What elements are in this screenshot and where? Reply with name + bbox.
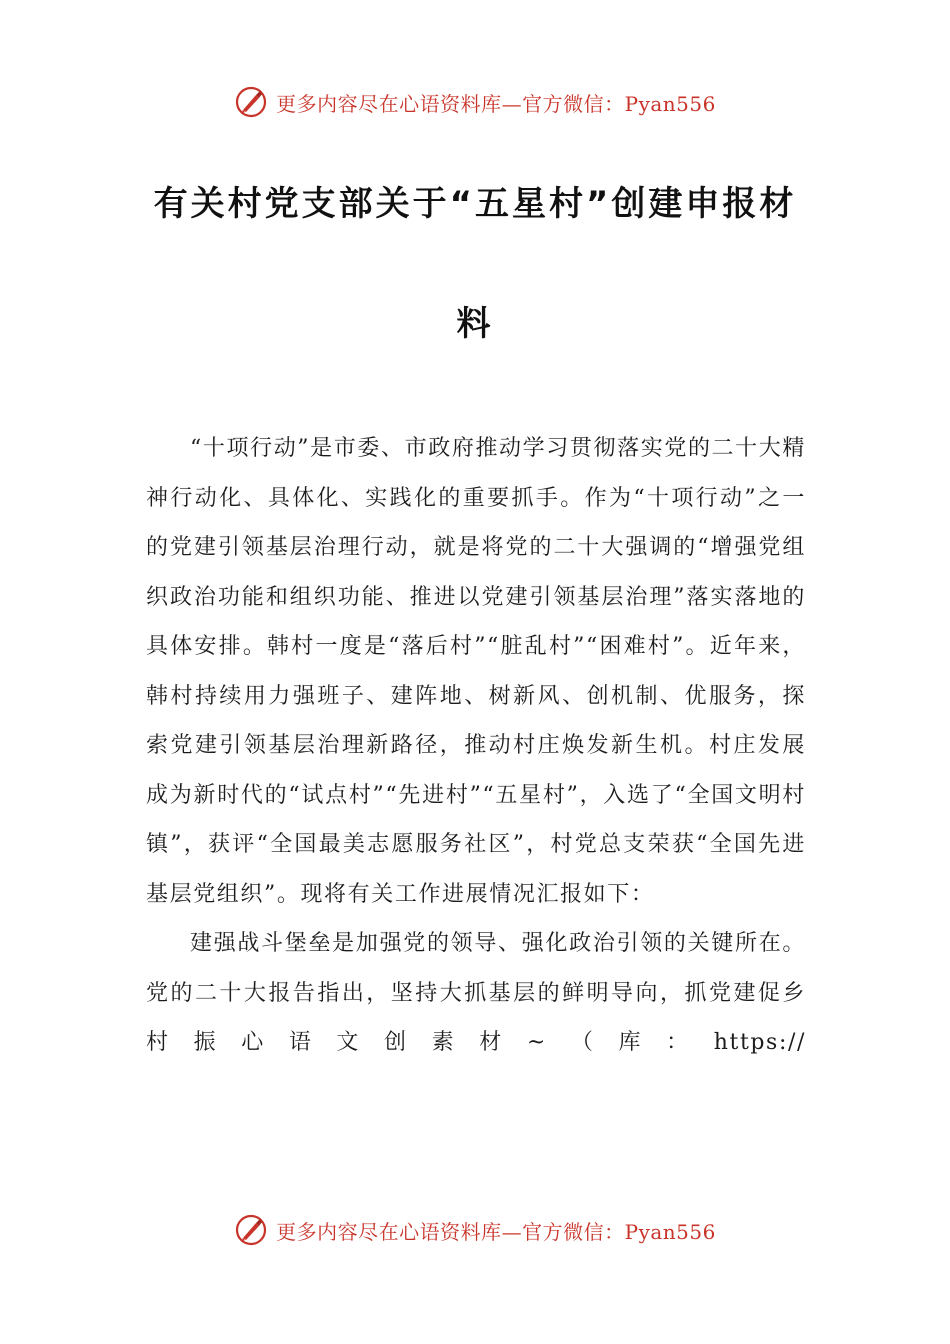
pen-logo-icon	[234, 1213, 268, 1247]
document-title-line2: 料	[456, 304, 494, 344]
document-body	[146, 424, 806, 1068]
footer-watermark-banner	[0, 1208, 950, 1252]
body-paragraph-2: 建强战斗堡垒是加强党的领导、强化政治引领的关键所在。党的二十大报告指出，坚持大抓基层的鲜明导向，抓党建促乡村振心语文创素材~（库：https://	[146, 931, 806, 1055]
footer-banner-text: 更多内容尽在心语资料库—官方微信：Pyan556	[276, 1219, 716, 1244]
body-paragraph-1: “十项行动”是市委、市政府推动学习贯彻落实党的二十大精神行动化、具体化、实践化的重要抓手。作为“十项行动”之一的党建引领基层治理行动，就是将党的二十大强调的“增强党组织政治功能和组织功能、推进以党建引领基层治理”落实落地的具体安排。韩村一度是“落后村”“脏乱村”“困难村”。近年来，韩村持续用力强班子、建阵地、树新风、创机制、优服务，探索党建引领基层治理新路径，推动村庄焕发新生机。村庄发展成为新时代的“试点村”“先进村”“五星村”，入选了“全国文明村镇”，获评“全国最美志愿服务社区”，村党总支荣获“全国先进基层党组织”。现将有关工作进展情况汇报如下：	[146, 436, 806, 907]
header-banner-text: 更多内容尽在心语资料库—官方微信：Pyan556	[276, 91, 716, 116]
document-title-line1: 有关村党支部关于“五星村”创建申报材	[153, 184, 797, 224]
pen-logo-icon	[234, 85, 268, 119]
header-watermark-banner	[0, 80, 950, 124]
